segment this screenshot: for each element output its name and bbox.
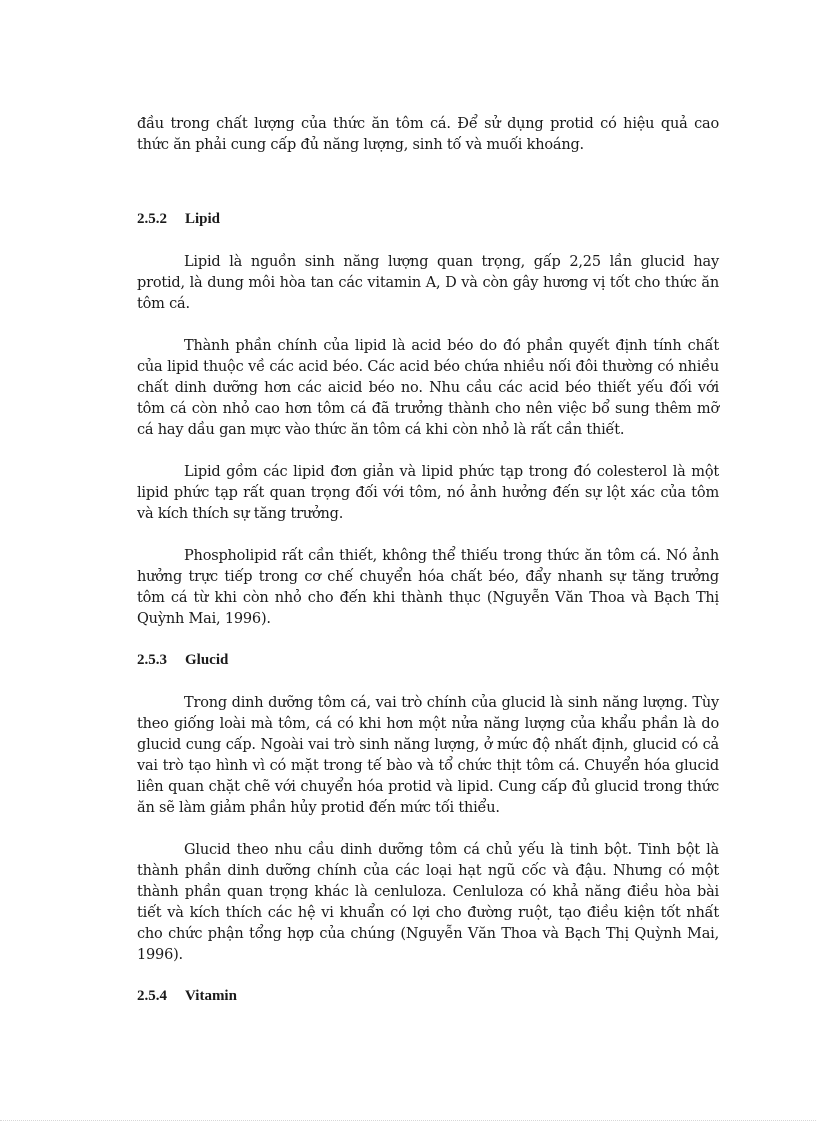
section-number: 2.5.4 <box>137 988 167 1004</box>
section-heading-2-5-4 <box>137 986 719 1007</box>
intro-paragraph: đầu trong chất lượng của thức ăn tôm cá. Để sử dụng protid có hiệu quả cao thức ăn phải cung cấp đủ năng lượng, sinh tố và muối khoáng. <box>137 116 719 153</box>
document-page <box>137 114 719 1007</box>
section-number: 2.5.2 <box>137 211 167 227</box>
lipid-paragraph-4: Phospholipid rất cần thiết, không thể thiếu trong thức ăn tôm cá. Nó ảnh hưởng trực tiếp trong cơ chế chuyển hóa chất béo, đẩy nhanh sự tăng trưởng tôm cá từ khi còn nhỏ cho đến khi thành thục (Nguyễn Văn Thoa và Bạch Thị Quỳnh Mai, 1996). <box>137 548 719 627</box>
lipid-paragraph-1: Lipid là nguồn sinh năng lượng quan trọng, gấp 2,25 lần glucid hay protid, là dung môi hòa tan các vitamin A, D và còn gây hương vị tốt cho thức ăn tôm cá. <box>137 254 719 312</box>
section-title: Vitamin <box>185 988 237 1004</box>
section-heading-2-5-2 <box>137 209 719 230</box>
lipid-paragraph-2: Thành phần chính của lipid là acid béo do đó phần quyết định tính chất của lipid thuộc về các acid béo. Các acid béo chứa nhiều nối đôi thường có nhiều chất dinh dưỡng hơn các aicid béo no. Nhu cầu các acid béo thiết yếu đối với tôm cá còn nhỏ cao hơn tôm cá đã trưởng thành cho nên việc bổ sung thêm mỡ cá hay dầu gan mực vào thức ăn tôm cá khi còn nhỏ là rất cần thiết. <box>137 338 719 438</box>
glucid-paragraph-2: Glucid theo nhu cầu dinh dưỡng tôm cá chủ yếu là tinh bột. Tinh bột là thành phần dinh dưỡng chính của các loại hạt ngũ cốc và đậu. Nhưng có một thành phần quan trọng khác là cenluloza. Cenluloza có khả năng điều hòa bài tiết và kích thích các hệ vi khuẩn có lợi cho đường ruột, tạo điều kiện tốt nhất cho chức phận tổng hợp của chúng (Nguyễn Văn Thoa và Bạch Thị Quỳnh Mai, 1996). <box>137 842 719 963</box>
glucid-paragraph-1: Trong dinh dưỡng tôm cá, vai trò chính của glucid là sinh năng lượng. Tùy theo giống loài mà tôm, cá có khi hơn một nửa năng lượng của khẩu phần là do glucid cung cấp. Ngoài vai trò sinh năng lượng, ở mức độ nhất định, glucid có cả vai trò tạo hình vì có mặt trong tế bào và tổ chức thịt tôm cá. Chuyển hóa glucid liên quan chặt chẽ với chuyển hóa protid và lipid. Cung cấp đủ glucid trong thức ăn sẽ làm giảm phần hủy protid đến mức tối thiểu. <box>137 695 719 816</box>
section-title: Glucid <box>185 652 229 668</box>
section-title: Lipid <box>185 211 221 227</box>
section-heading-2-5-3 <box>137 650 719 671</box>
section-number: 2.5.3 <box>137 652 167 668</box>
lipid-paragraph-3: Lipid gồm các lipid đơn giản và lipid phức tạp trong đó colesterol là một lipid phức tạp rất quan trọng đối với tôm, nó ảnh hưởng đến sự lột xác của tôm và kích thích sự tăng trưởng. <box>137 464 719 522</box>
page-bottom-divider <box>0 1120 816 1121</box>
